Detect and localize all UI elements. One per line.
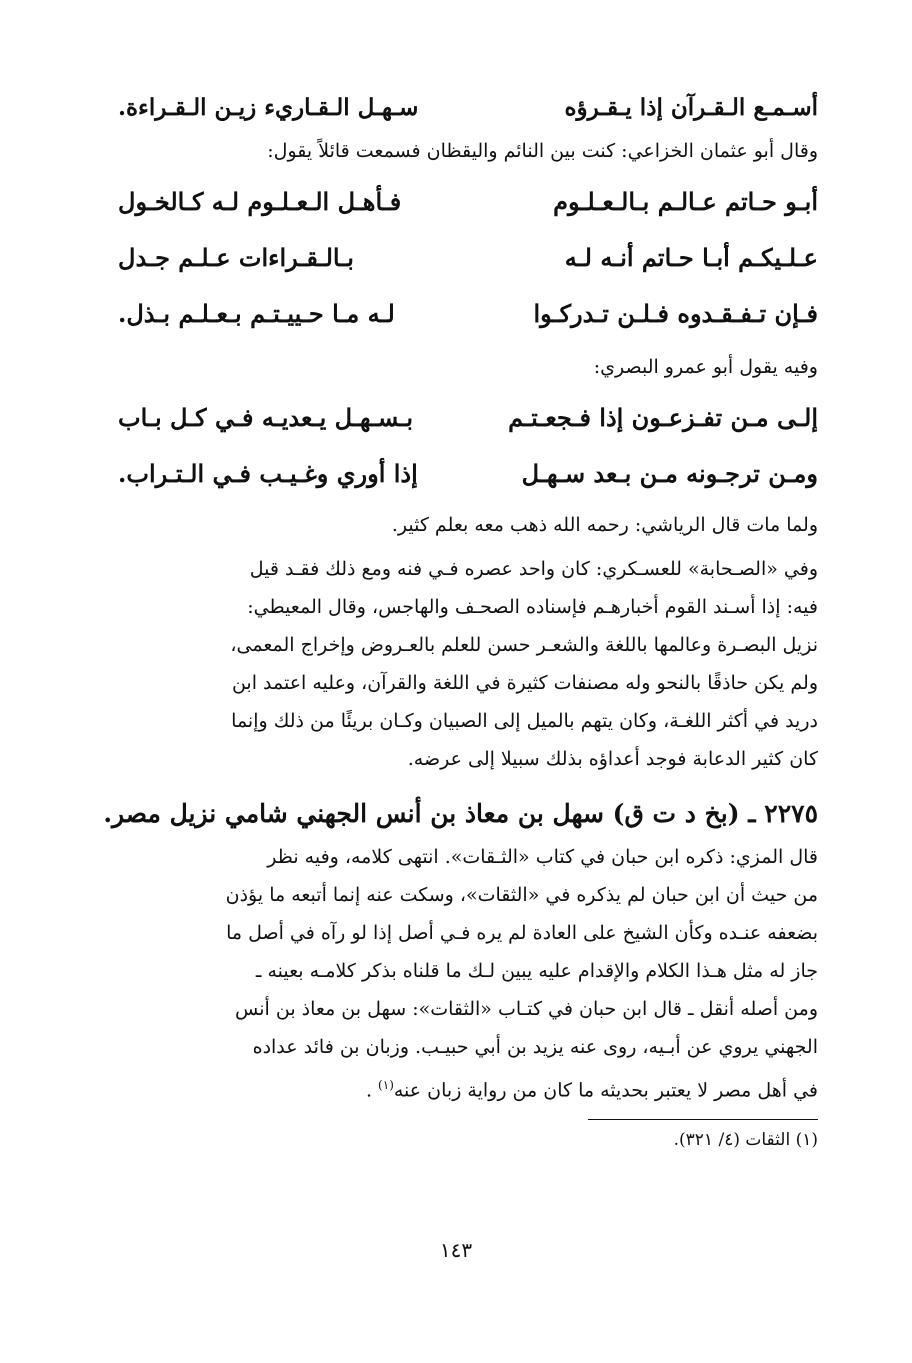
intro-line-1: وقال أبو عثمان الخزاعي: كنت بين النائم واليقظان فسمعت قائلاً يقول: <box>267 140 818 162</box>
poem-1-verse <box>118 230 818 286</box>
text-line: الجهني يروي عن أبـيه، روى عنه يزيد بن أبي حبيـب. وزبان بن فائد عداده <box>252 1036 818 1058</box>
verse-right-hemistich: ومـن ترجـونه مـن بـعد سـهـل <box>521 459 818 488</box>
text-line: قال المزي: ذكره ابن حبان في كتاب «الثـقات». انتهى كلامه، وفيه نظر <box>267 846 818 868</box>
verse-right-hemistich: أبـو حـاتم عـالـم بـالـعـلـوم <box>553 187 818 216</box>
paragraph-askari <box>118 550 818 778</box>
verse-right-hemistich: إلـى مـن تفـزعـون إذا فـجعـتـم <box>508 403 818 432</box>
verse-left-hemistich: بـسـهـل يـعديـه فـي كـل بـاب <box>118 403 414 432</box>
poem-2-verse <box>118 390 818 446</box>
text-line: جاز له مثل هـذا الكلام والإقدام عليه يبين لـك ما قلناه بذكر كلامـه بعينه ـ <box>255 960 818 982</box>
poem-2 <box>118 390 818 502</box>
text-line: فيه: إذا أسـند القوم أخبارهـم فإسناده الصحـف والهاجس، وقال المعيطي: <box>247 596 818 618</box>
entry-heading: ٢٢٧٥ ـ (بخ د ت ق) سهل بن معاذ بن أنس الجهني شامي نزيل مصر. <box>103 799 818 828</box>
text-line: نزيل البصـرة وعالمها باللغة والشعـر حسن للعلم بالعـروض وإخراج المعمى، <box>230 634 818 656</box>
verse-right-hemistich: أسـمـع الـقـرآن إذا يـقـرؤه <box>564 94 818 121</box>
footnote-marker[interactable]: (١) <box>378 1078 394 1092</box>
text-line-last <box>118 1066 818 1109</box>
verse-right-hemistich: فـإن تـفـقـدوه فـلـن تـدركـوا <box>533 299 818 328</box>
footnote-divider <box>588 1119 818 1120</box>
death-note: ولما مات قال الرياشي: رحمه الله ذهب معه بعلم كثير. <box>391 514 818 536</box>
poem-1-verse <box>118 174 818 230</box>
verse-left-hemistich: سـهـل الـقـاريء زيـن الـقـراءة. <box>118 94 419 121</box>
text-line: ولم يكن حاذقًا بالنحو وله مصنفات كثيرة في اللغة والقرآن، وعليه اعتمد ابن <box>231 672 818 694</box>
text-line: دريد في أكثر اللغـة، وكان يتهم بالميل إلى الصبيان وكـان بريئًا من ذلك وإنما <box>231 710 818 732</box>
verse-right-hemistich: عـلـيكـم أبـا حـاتم أنـه لـه <box>564 243 818 272</box>
text-line: وفي «الصـحابة» للعسـكري: كان واحد عصره فـي فنه ومع ذلك فقـد قيل <box>249 558 818 580</box>
footnote: (١) الثقات (٤/ ٣٢١). <box>673 1130 818 1151</box>
paragraph-mizzi <box>118 838 818 1109</box>
text-line: ومن أصله أنقل ـ قال ابن حبان في كتـاب «الثقات»: سهل بن معاذ بن أنس <box>235 998 818 1020</box>
text-line: كان كثير الدعابة فوجد أعداؤه بذلك سبيلا إلى عرضه. <box>407 748 818 770</box>
text-line: من حيث أن ابن حبان لم يذكره في «الثقات»، وسكت عنه إنما أتبعه ما يؤذن <box>225 884 818 906</box>
poem-1-verse <box>118 286 818 342</box>
page-number: ١٤٣ <box>439 1238 473 1262</box>
poem-2-verse <box>118 446 818 502</box>
opening-verse <box>118 88 818 132</box>
intro-line-2: وفيه يقول أبو عمرو البصري: <box>593 356 818 378</box>
text-line: في أهل مصر لا يعتبر بحديثه ما كان من رواية زبان عنه <box>393 1079 818 1102</box>
verse-left-hemistich: لـه مـا حـييـتـم بـعـلـم بـذل. <box>118 299 395 328</box>
poem-1 <box>118 174 818 342</box>
sentence-end: . <box>365 1079 372 1102</box>
verse-left-hemistich: فـأهـل الـعـلـوم لـه كـالخـول <box>118 187 402 216</box>
verse-left-hemistich: بـالـقـراءات عـلـم جـدل <box>118 243 354 272</box>
book-page <box>103 88 818 1156</box>
text-line: بضعفه عنـده وكأن الشيخ على العادة لم يره فـي أصل إذا لو رآه في أصل ما <box>226 922 818 944</box>
verse-left-hemistich: إذا أوري وغـيـب فـي الـتـراب. <box>118 459 418 488</box>
